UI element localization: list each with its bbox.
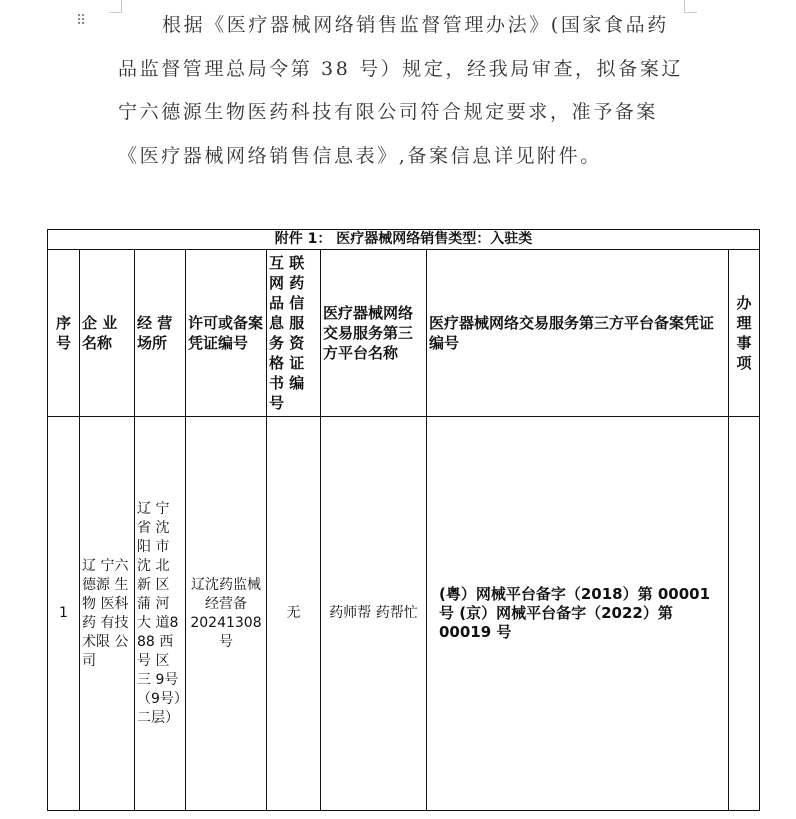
drag-handle-icon[interactable]: ⠿ [76,13,87,29]
header-platform-name: 医疗器械网络交易服务第三方平台名称 [321,250,427,417]
paragraph-line: 根据《医疗器械网络销售监督管理办法》(国家食品药 [162,14,669,36]
header-platform-cert: 医疗器械网络交易服务第三方平台备案凭证编号 [427,250,729,417]
cell-index: 1 [48,417,80,811]
header-index: 序号 [48,250,80,417]
header-internet-cert: 互 联网 药品 信息 服务 资格 证书 编号 [267,250,321,417]
sales-info-table [47,229,760,811]
body-paragraph [118,4,684,178]
paragraph-line: 《医疗器械网络销售信息表》,备案信息详见附件。 [118,144,602,167]
table-row [48,417,760,811]
cell-platform-name: 药师帮 药帮忙 [321,417,427,811]
cell-matter [729,417,760,811]
paragraph-line: 宁六德源生物医药科技有限公司符合规定要求，准予备案 [118,101,659,123]
header-license: 许可或备案凭证编号 [186,250,267,417]
cell-license: 辽沈药监械经营备20241308号 [186,417,267,811]
cell-platform-cert: (粤）网械平台备字（2018）第 00001 号 (京）网械平台备字（2022）第 00019 号 [427,417,729,811]
table-caption: 附件 1： 医疗器械网络销售类型：入驻类 [48,230,760,250]
header-matter: 办理事项 [729,250,760,417]
cell-address: 辽 宁省 沈阳 市沈 北新 区蒲 河大 道888 西号 区三 9号 （9号）二层） [135,417,186,811]
cell-internet-cert: 无 [267,417,321,811]
cell-company: 辽 宁六 德源 生物 医科 药 有技 术限 公司 [80,417,135,811]
header-company: 企 业名称 [80,250,135,417]
page-corner-mark-right [684,0,697,13]
table-caption-row [48,230,760,250]
paragraph-line: 品监督管理总局令第 38 号）规定，经我局审查，拟备案辽 [118,57,684,80]
table-header-row [48,250,760,417]
header-address: 经 营场所 [135,250,186,417]
